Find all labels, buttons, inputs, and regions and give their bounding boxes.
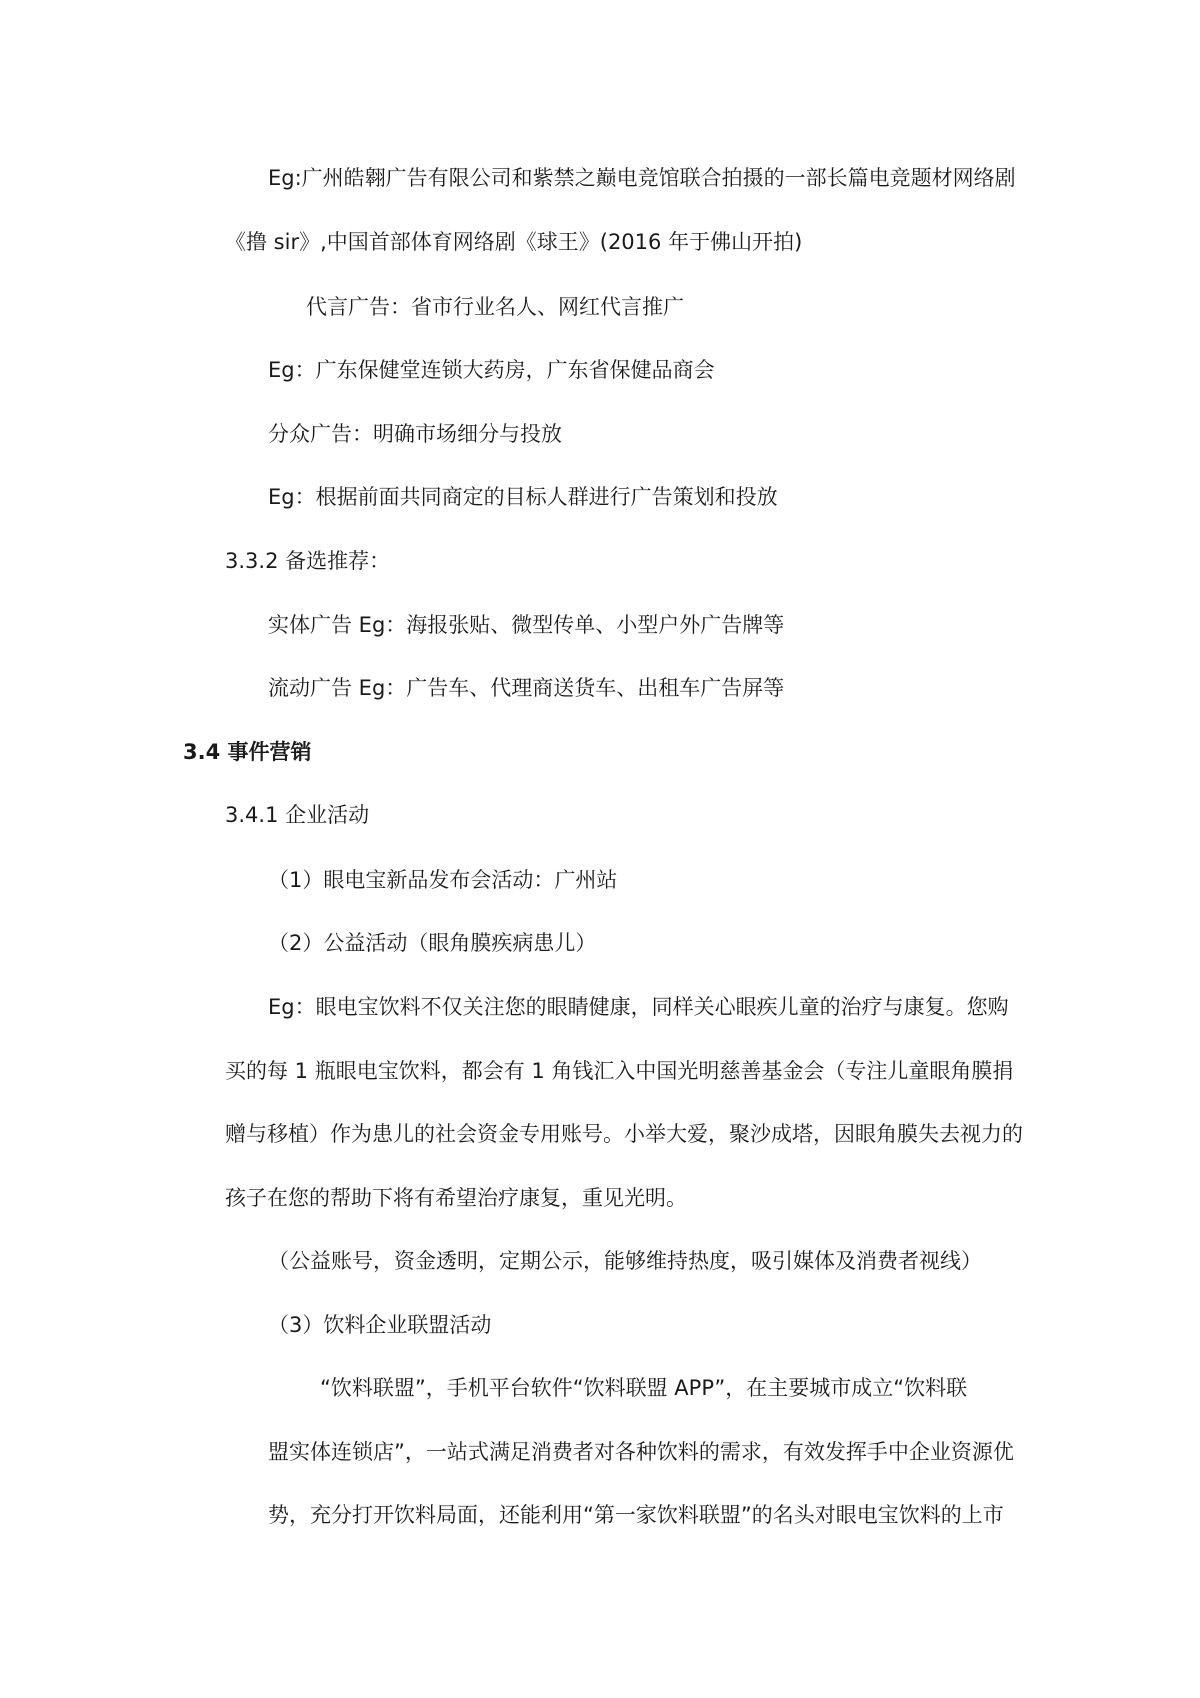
text-line-physical-ad: 实体广告 Eg：海报张贴、微型传单、小型户外广告牌等 (268, 613, 785, 637)
section-3-4-1: 3.4.1 企业活动 (225, 803, 370, 827)
text-line-charity: （2）公益活动（眼角膜疾病患儿） (268, 931, 597, 955)
text-line-eg-pharmacy: Eg：广东保健堂连锁大药房，广东省保健品商会 (268, 358, 715, 382)
text-line-mobile-ad: 流动广告 Eg：广告车、代理商送货车、出租车广告屏等 (268, 676, 785, 700)
text-line-recovery: 孩子在您的帮助下将有希望治疗康复，重见光明。 (225, 1186, 687, 1210)
text-line-spokesperson-ad: 代言广告：省市行业名人、网红代言推广 (306, 295, 684, 319)
text-line-alliance-app: “饮料联盟”，手机平台软件“饮料联盟 APP”，在主要城市成立“饮料联 (320, 1376, 968, 1400)
text-line-launch-event: （1）眼电宝新品发布会活动：广州站 (268, 868, 618, 892)
text-line-alliance-store: 盟实体连锁店”，一站式满足消费者对各种饮料的需求，有效发挥手中企业资源优 (268, 1440, 1014, 1464)
text-line-segmented-ad: 分众广告：明确市场细分与投放 (268, 422, 562, 446)
heading-3-4: 3.4 事件营销 (183, 740, 312, 764)
section-3-3-2: 3.3.2 备选推荐： (225, 549, 391, 573)
text-line-eg-charity: Eg：眼电宝饮料不仅关注您的眼睛健康，同样关心眼疾儿童的治疗与康复。您购 (268, 995, 1009, 1019)
text-line-eg-target: Eg：根据前面共同商定的目标人群进行广告策划和投放 (268, 485, 778, 509)
text-line-alliance: （3）饮料企业联盟活动 (268, 1313, 492, 1337)
text-line-alliance-advantage: 势，充分打开饮料局面，还能利用“第一家饮料联盟”的名头对眼电宝饮料的上市 (268, 1503, 1004, 1527)
text-line-donation: 买的每 1 瓶眼电宝饮料，都会有 1 角钱汇入中国光明慈善基金会（专注儿童眼角膜捐 (225, 1059, 1014, 1083)
text-line-charity-note: （公益账号，资金透明，定期公示，能够维持热度，吸引媒体及消费者视线） (268, 1249, 982, 1273)
text-line-eg-haoao: Eg:广州皓翱广告有限公司和紫禁之巅电竞馆联合拍摄的一部长篇电竞题材网络剧 (268, 166, 1016, 190)
text-line-transplant: 赠与移植）作为患儿的社会资金专用账号。小举大爱，聚沙成塔，因眼角膜失去视力的 (225, 1122, 1023, 1146)
text-line-lu-sir: 《撸 sir》,中国首部体育网络剧《球王》(2016 年于佛山开拍) (225, 230, 803, 254)
